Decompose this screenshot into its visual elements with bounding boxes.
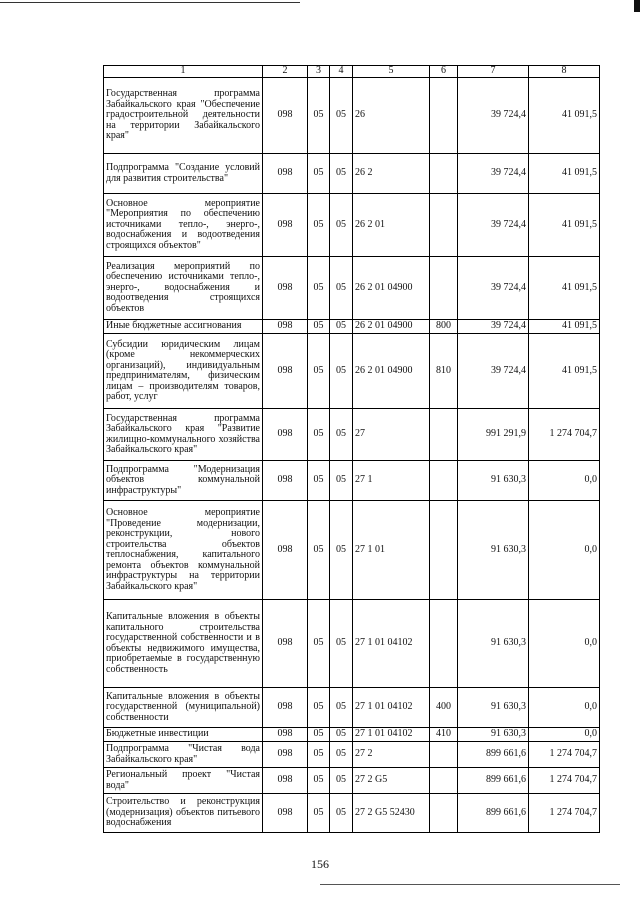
row-subsection: 05 (330, 794, 353, 833)
row-section: 05 (308, 501, 330, 600)
top-rule (0, 2, 300, 3)
row-target-article: 26 2 01 04900 (353, 257, 430, 320)
row-amount-year1: 91 630,3 (458, 461, 529, 501)
page-number: 156 (311, 857, 329, 871)
row-amount-year1: 39 724,4 (458, 194, 529, 257)
row-target-article: 27 1 01 04102 (353, 600, 430, 688)
table-row (104, 257, 600, 320)
row-name: Подпрограмма "Чистая вода Забайкальского края" (104, 742, 263, 768)
row-subsection: 05 (330, 320, 353, 334)
header-col-4: 4 (330, 66, 353, 78)
row-amount-year2: 41 091,5 (529, 78, 600, 154)
row-expense-type (430, 600, 458, 688)
row-ministry-code: 098 (263, 194, 308, 257)
table-row (104, 688, 600, 728)
row-target-article: 26 2 (353, 154, 430, 194)
row-name: Подпрограмма "Создание условий для развития строительства" (104, 154, 263, 194)
row-amount-year1: 39 724,4 (458, 320, 529, 334)
row-ministry-code: 098 (263, 257, 308, 320)
table-row (104, 768, 600, 794)
row-ministry-code: 098 (263, 688, 308, 728)
row-amount-year2: 41 091,5 (529, 154, 600, 194)
table-row (104, 194, 600, 257)
row-name: Реализация мероприятий по обеспечению источниками тепло-, энерго-, водоснабжения и водоотведения строящихся объектов (104, 257, 263, 320)
row-section: 05 (308, 409, 330, 461)
row-target-article: 26 (353, 78, 430, 154)
header-col-1: 1 (104, 66, 263, 78)
corner-mark (634, 0, 640, 12)
row-name: Строительство и реконструкция (модернизация) объектов питьевого водоснабжения (104, 794, 263, 833)
row-subsection: 05 (330, 154, 353, 194)
row-amount-year1: 91 630,3 (458, 600, 529, 688)
row-expense-type (430, 794, 458, 833)
row-subsection: 05 (330, 501, 353, 600)
row-ministry-code: 098 (263, 78, 308, 154)
table-row (104, 501, 600, 600)
row-expense-type: 800 (430, 320, 458, 334)
row-amount-year1: 39 724,4 (458, 334, 529, 409)
table-row (104, 742, 600, 768)
row-amount-year2: 1 274 704,7 (529, 768, 600, 794)
row-expense-type (430, 257, 458, 320)
row-amount-year1: 991 291,9 (458, 409, 529, 461)
header-row (104, 66, 600, 78)
row-subsection: 05 (330, 688, 353, 728)
row-target-article: 26 2 01 (353, 194, 430, 257)
row-section: 05 (308, 742, 330, 768)
row-subsection: 05 (330, 600, 353, 688)
row-amount-year1: 899 661,6 (458, 768, 529, 794)
row-amount-year1: 39 724,4 (458, 257, 529, 320)
bottom-rule (320, 884, 620, 885)
header-col-2: 2 (263, 66, 308, 78)
row-amount-year2: 1 274 704,7 (529, 794, 600, 833)
row-ministry-code: 098 (263, 154, 308, 194)
header-col-5: 5 (353, 66, 430, 78)
budget-table (103, 65, 600, 833)
row-section: 05 (308, 257, 330, 320)
row-name: Основное мероприятие "Проведение модернизации, реконструкции, нового строительства объектов теплоснабжения, капитального ремонта объектов коммунальной инфраструктуры на территории Забайкальского края" (104, 501, 263, 600)
row-subsection: 05 (330, 334, 353, 409)
row-amount-year1: 899 661,6 (458, 794, 529, 833)
row-ministry-code: 098 (263, 461, 308, 501)
row-section: 05 (308, 154, 330, 194)
row-target-article: 26 2 01 04900 (353, 334, 430, 409)
row-expense-type (430, 154, 458, 194)
row-amount-year1: 899 661,6 (458, 742, 529, 768)
row-ministry-code: 098 (263, 794, 308, 833)
row-expense-type: 410 (430, 728, 458, 742)
row-amount-year1: 91 630,3 (458, 688, 529, 728)
table-row (104, 600, 600, 688)
header-col-8: 8 (529, 66, 600, 78)
row-amount-year2: 0,0 (529, 688, 600, 728)
row-section: 05 (308, 194, 330, 257)
row-expense-type (430, 461, 458, 501)
row-subsection: 05 (330, 461, 353, 501)
table-row (104, 320, 600, 334)
row-section: 05 (308, 688, 330, 728)
row-amount-year2: 0,0 (529, 501, 600, 600)
row-name: Основное мероприятие "Мероприятия по обеспечению источниками тепло-, энерго-, водоснабжения и водоотведения строящихся объектов" (104, 194, 263, 257)
row-target-article: 27 2 G5 52430 (353, 794, 430, 833)
table-row (104, 794, 600, 833)
row-subsection: 05 (330, 257, 353, 320)
row-section: 05 (308, 728, 330, 742)
row-amount-year2: 0,0 (529, 728, 600, 742)
row-expense-type (430, 742, 458, 768)
row-ministry-code: 098 (263, 768, 308, 794)
row-target-article: 27 1 01 (353, 501, 430, 600)
row-amount-year1: 91 630,3 (458, 728, 529, 742)
row-expense-type (430, 409, 458, 461)
row-expense-type (430, 768, 458, 794)
table-row (104, 728, 600, 742)
row-ministry-code: 098 (263, 409, 308, 461)
row-target-article: 27 1 01 04102 (353, 728, 430, 742)
row-target-article: 27 (353, 409, 430, 461)
row-section: 05 (308, 461, 330, 501)
row-section: 05 (308, 794, 330, 833)
header-col-3: 3 (308, 66, 330, 78)
row-section: 05 (308, 600, 330, 688)
row-target-article: 27 1 01 04102 (353, 688, 430, 728)
row-name: Государственная программа Забайкальского края "Развитие жилищно-коммунального хозяйства Забайкальского края" (104, 409, 263, 461)
table-row (104, 334, 600, 409)
row-ministry-code: 098 (263, 742, 308, 768)
row-section: 05 (308, 78, 330, 154)
row-amount-year2: 41 091,5 (529, 257, 600, 320)
row-amount-year2: 1 274 704,7 (529, 742, 600, 768)
table-row (104, 154, 600, 194)
row-name: Региональный проект "Чистая вода" (104, 768, 263, 794)
row-subsection: 05 (330, 742, 353, 768)
row-ministry-code: 098 (263, 600, 308, 688)
row-amount-year2: 41 091,5 (529, 320, 600, 334)
row-name: Капитальные вложения в объекты государственной (муниципальной) собственности (104, 688, 263, 728)
row-expense-type (430, 78, 458, 154)
header-col-7: 7 (458, 66, 529, 78)
row-name: Подпрограмма "Модернизация объектов коммунальной инфраструктуры" (104, 461, 263, 501)
row-expense-type (430, 501, 458, 600)
row-subsection: 05 (330, 78, 353, 154)
row-amount-year2: 0,0 (529, 600, 600, 688)
row-expense-type: 810 (430, 334, 458, 409)
row-subsection: 05 (330, 194, 353, 257)
table-row (104, 78, 600, 154)
row-section: 05 (308, 334, 330, 409)
row-amount-year2: 0,0 (529, 461, 600, 501)
row-target-article: 27 2 (353, 742, 430, 768)
row-expense-type: 400 (430, 688, 458, 728)
row-ministry-code: 098 (263, 334, 308, 409)
row-section: 05 (308, 768, 330, 794)
table-row (104, 461, 600, 501)
row-amount-year2: 1 274 704,7 (529, 409, 600, 461)
row-name: Бюджетные инвестиции (104, 728, 263, 742)
row-amount-year1: 91 630,3 (458, 501, 529, 600)
row-amount-year1: 39 724,4 (458, 78, 529, 154)
row-name: Капитальные вложения в объекты капитального строительства государственной собственности и в объекты недвижимого имущества, приобретаемые в государственную собственность (104, 600, 263, 688)
row-expense-type (430, 194, 458, 257)
row-ministry-code: 098 (263, 320, 308, 334)
row-target-article: 26 2 01 04900 (353, 320, 430, 334)
row-amount-year2: 41 091,5 (529, 334, 600, 409)
row-subsection: 05 (330, 768, 353, 794)
row-ministry-code: 098 (263, 501, 308, 600)
row-name: Субсидии юридическим лицам (кроме некоммерческих организаций), индивидуальным предпринимателям, физическим лицам – производителям товаров, работ, услуг (104, 334, 263, 409)
row-subsection: 05 (330, 728, 353, 742)
row-amount-year2: 41 091,5 (529, 194, 600, 257)
row-amount-year1: 39 724,4 (458, 154, 529, 194)
table-row (104, 409, 600, 461)
row-subsection: 05 (330, 409, 353, 461)
row-name: Иные бюджетные ассигнования (104, 320, 263, 334)
row-section: 05 (308, 320, 330, 334)
header-col-6: 6 (430, 66, 458, 78)
row-name: Государственная программа Забайкальского края "Обеспечение градостроительной деятельности на территории Забайкальского края" (104, 78, 263, 154)
row-ministry-code: 098 (263, 728, 308, 742)
row-target-article: 27 1 (353, 461, 430, 501)
row-target-article: 27 2 G5 (353, 768, 430, 794)
